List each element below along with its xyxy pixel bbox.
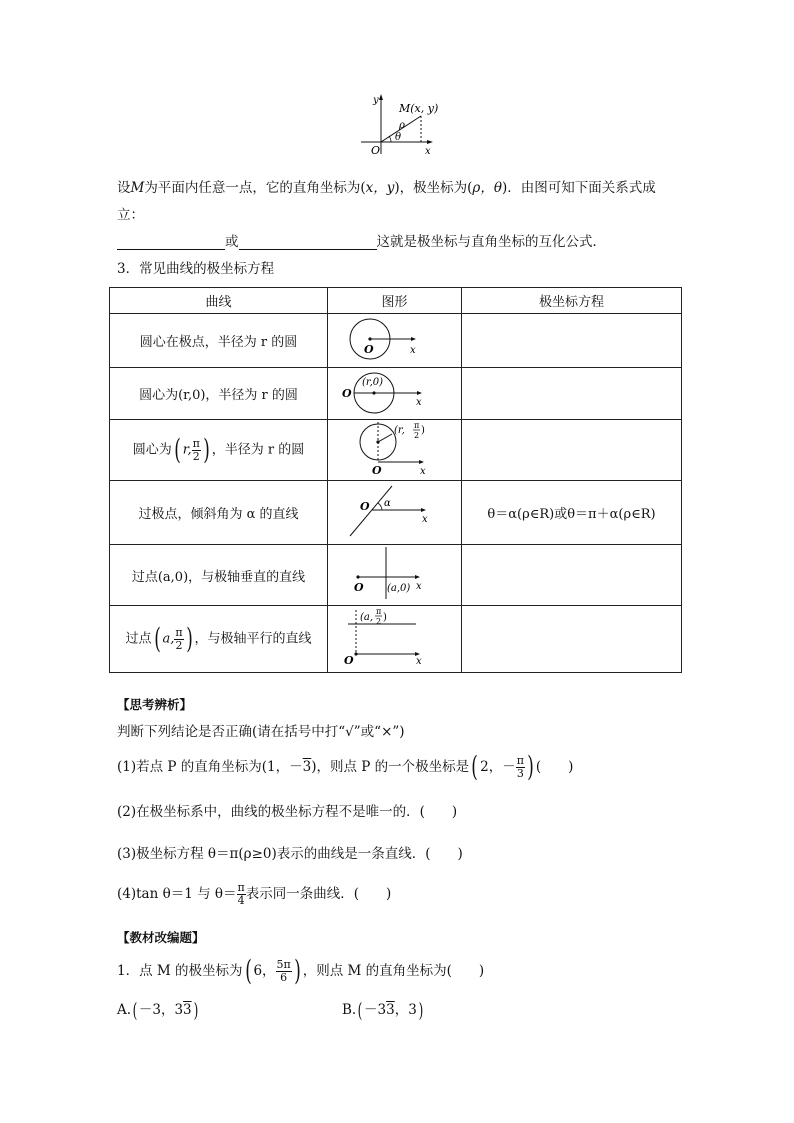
point-label: M(x, y) — [399, 102, 439, 115]
line-through-pole-figure — [340, 482, 450, 540]
x-arrow — [427, 140, 433, 144]
axis-arrow — [419, 460, 424, 464]
section-3-title: 3．常见曲线的极坐标方程 — [117, 261, 275, 277]
origin-label: O — [371, 144, 381, 157]
row6-figure — [328, 606, 462, 673]
o-label: O — [343, 654, 354, 667]
axis-arrow — [417, 391, 422, 395]
row5-equation[interactable] — [462, 545, 682, 606]
polar-curves-table — [109, 287, 682, 673]
y-arrow — [379, 94, 383, 100]
close-paren: ) — [420, 425, 425, 436]
q1-answer-bracket[interactable]: ( ) — [535, 758, 574, 775]
x-label: x — [419, 466, 426, 476]
think-q2: (2)在极坐标系中，曲线的极坐标方程不是唯一的．( ) — [117, 804, 458, 820]
x-label: x — [425, 146, 431, 157]
angle-arc — [389, 136, 391, 142]
circle-center-r0-figure — [340, 369, 450, 415]
row3-equation[interactable] — [462, 420, 682, 481]
blank-2[interactable] — [239, 235, 377, 250]
axis-arrow — [411, 337, 416, 341]
row2-equation[interactable] — [462, 368, 682, 420]
circle-at-pole-figure — [340, 315, 450, 363]
r0-label: (r,0) — [361, 376, 383, 388]
row6-equation[interactable] — [462, 606, 682, 673]
o-label: O — [359, 499, 370, 513]
row4-equation[interactable]: θ＝α(ρ∈R)或θ＝π＋α(ρ∈R) — [462, 481, 682, 545]
textbook-q1: 1．点 M 的极坐标为 ( 6， $\frac{5\pi}{6}$ ) ，则点 M 的直角坐标为( ) — [117, 954, 485, 987]
axis-arrow — [421, 508, 426, 512]
think-instruction: 判断下列结论是否正确(请在括号中打“√”或“×”) — [117, 724, 405, 740]
o-label: O — [371, 464, 382, 476]
axis-arrow — [415, 575, 420, 579]
header-figure: 图形 — [328, 288, 462, 314]
radius-line — [378, 434, 392, 442]
header-curve: 曲线 — [110, 288, 328, 314]
row2-curve: 圆心为(r,0)，半径为 r 的圆 — [110, 368, 328, 420]
o-label: O — [363, 342, 374, 356]
two-label: 2 — [413, 431, 419, 440]
theta-label: θ — [395, 132, 402, 143]
5pi-over-6: $\frac{5\pi}{6}$ — [276, 957, 291, 984]
rho-label: ρ — [399, 120, 405, 131]
a0-label: (a,0) — [386, 583, 410, 594]
textbook-title: 【教材改编题】 — [117, 930, 205, 945]
pi-over-2: $\frac{\pi}{2}$ — [175, 625, 183, 652]
y-label: y — [373, 95, 379, 106]
row6-curve: 过点( a, $\frac{\pi}{2}$ ) ，与极轴平行的直线 — [110, 606, 328, 673]
row1-curve: 圆心在极点，半径为 r 的圆 — [110, 314, 328, 368]
x-label: x — [421, 513, 428, 525]
blank-1[interactable] — [117, 235, 225, 250]
x-label: x — [415, 656, 422, 667]
pi-over-4: $\frac{\pi}{4}$ — [237, 880, 245, 907]
horizontal-line-figure — [340, 606, 450, 668]
row4-figure — [328, 481, 462, 545]
a-label-pre: (a, — [359, 612, 373, 623]
intro-line-3: 或 这就是极坐标与直角坐标的互化公式． — [117, 234, 606, 250]
row1-figure — [328, 314, 462, 368]
think-q4: (4)tan θ＝1 与 θ＝ $\frac{\pi}{4}$ 表示同一条曲线．( ) — [117, 880, 392, 907]
pi-over-2: $\frac{\pi}{2}$ — [192, 436, 200, 463]
o-label: O — [353, 581, 364, 594]
pi-over-3: $\frac{\pi}{3}$ — [516, 753, 524, 780]
row5-curve: 过点(a,0)，与极轴垂直的直线 — [110, 545, 328, 606]
pi-label: π — [375, 607, 381, 616]
x-label: x — [415, 581, 422, 592]
header-equation: 极坐标方程 — [462, 288, 682, 314]
row4-curve: 过极点，倾斜角为 α 的直线 — [110, 481, 328, 545]
row3-figure — [328, 420, 462, 481]
polar-rect-figure — [355, 92, 455, 158]
option-b[interactable]: B. ( －3 3 ，3 ) — [342, 998, 424, 1022]
pi-label: π — [413, 421, 419, 430]
think-q3: (3)极坐标方程 θ＝π(ρ≥0)表示的曲线是一条直线．( ) — [117, 846, 463, 862]
inclined-line — [350, 486, 392, 536]
intro-line-2: 立： — [117, 207, 144, 223]
circle-center-r-pi2-figure — [340, 420, 450, 476]
vertical-line-figure — [340, 545, 450, 601]
x-label: x — [415, 396, 422, 408]
x-label: x — [409, 344, 416, 356]
o-label: O — [341, 386, 352, 400]
row5-figure — [328, 545, 462, 606]
angle-arc — [378, 503, 382, 510]
alpha-label: α — [383, 497, 391, 509]
row1-equation[interactable] — [462, 314, 682, 368]
row2-figure — [328, 368, 462, 420]
two-label: 2 — [375, 617, 381, 626]
intro-line-1: 设M为平面内任意一点，它的直角坐标为(x，y)，极坐标为(ρ，θ)．由图可知下面关系式成 — [117, 180, 656, 196]
think-q1: (1)若点 P 的直角坐标为(1，－ 3 )，则点 P 的一个极坐标是 ( 2，－ $\frac{\pi}{3}$ ) ( ) — [117, 750, 574, 783]
think-title: 【思考辨析】 — [117, 697, 193, 712]
option-a[interactable]: A. ( －3，3 3 ) — [117, 998, 198, 1022]
r-label-pre: (r, — [393, 425, 405, 436]
row3-curve: 圆心为( r, $\frac{\pi}{2}$ ) ，半径为 r 的圆 — [110, 420, 328, 481]
close-paren: ) — [382, 612, 387, 623]
